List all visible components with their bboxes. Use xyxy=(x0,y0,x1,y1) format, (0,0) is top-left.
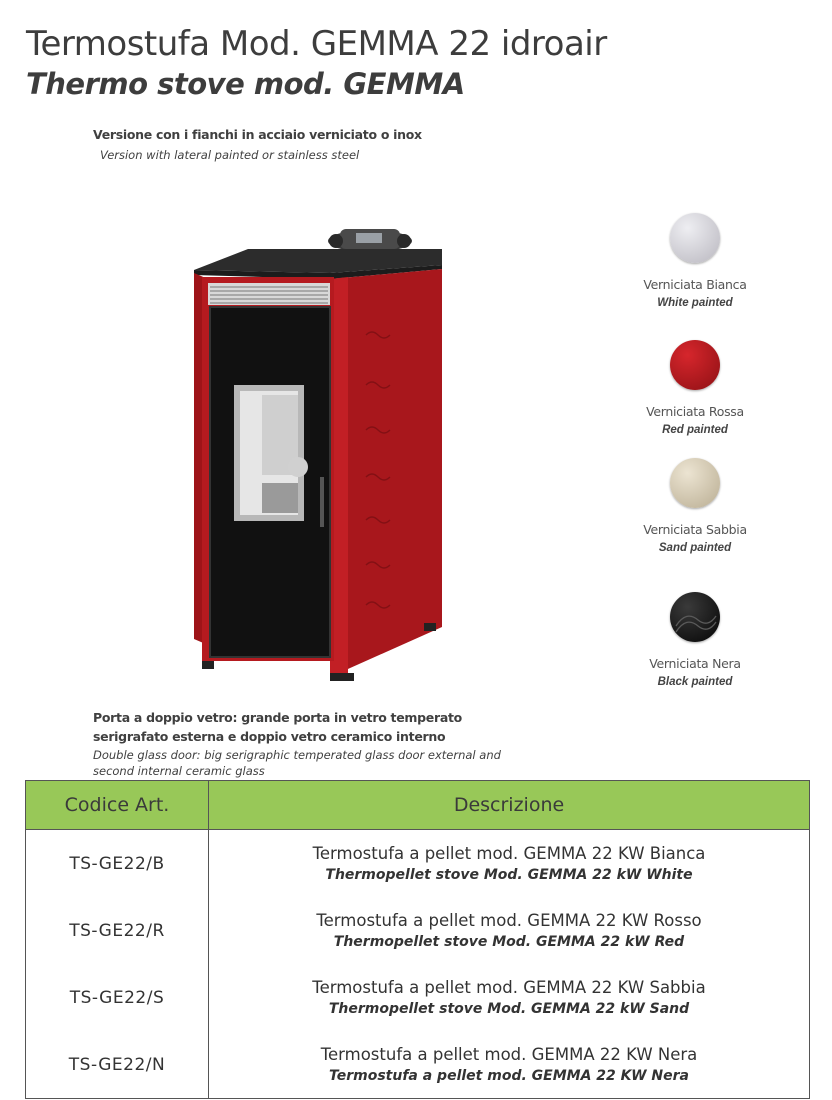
swatch-label-en: Black painted xyxy=(657,676,733,688)
description-it: Termostufa a pellet mod. GEMMA 22 KW Sabbia xyxy=(312,978,706,997)
sand-swatch-icon xyxy=(670,458,720,508)
description-en: Thermopellet stove Mod. GEMMA 22 kW Sand xyxy=(328,1001,690,1017)
swatch-white xyxy=(610,213,780,309)
swatch-red xyxy=(610,340,780,436)
swatch-label-en: Sand painted xyxy=(658,542,732,554)
swatch-label-it: Verniciata Rossa xyxy=(646,404,744,419)
product-description xyxy=(209,964,810,1031)
black-swatch-icon xyxy=(670,592,720,642)
swatch-black xyxy=(610,592,780,688)
swatch-label-it: Verniciata Bianca xyxy=(643,277,747,292)
page-title: Termostufa Mod. GEMMA 22 idroair xyxy=(26,24,607,64)
product-code: TS-GE22/B xyxy=(26,830,209,898)
swatch-label-it: Verniciata Nera xyxy=(649,656,741,671)
table-row xyxy=(26,897,810,964)
product-code: TS-GE22/N xyxy=(26,1031,209,1099)
product-description xyxy=(209,830,810,898)
product-description xyxy=(209,897,810,964)
description-en: Thermopellet stove Mod. GEMMA 22 kW White xyxy=(325,867,693,883)
product-table xyxy=(25,780,810,1099)
description-en: Termostufa a pellet mod. GEMMA 22 KW Nera xyxy=(328,1068,689,1084)
swatch-label-en: White painted xyxy=(657,297,733,309)
description-en: Thermopellet stove Mod. GEMMA 22 kW Red xyxy=(333,934,685,950)
page-subtitle: Thermo stove mod. GEMMA xyxy=(26,67,465,101)
door-caption-it: Porta a doppio vetro: grande porta in vetro temperato serigrafato esterna e doppio vetro ceramico interno xyxy=(93,710,462,744)
stove-image xyxy=(180,215,450,685)
table-row xyxy=(26,1031,810,1099)
white-swatch-icon xyxy=(670,213,720,263)
description-it: Termostufa a pellet mod. GEMMA 22 KW Bianca xyxy=(312,844,706,863)
table-row xyxy=(26,830,810,898)
column-header-code: Codice Art. xyxy=(26,781,209,830)
table-header-row xyxy=(26,781,810,830)
door-caption-en: Double glass door: big serigraphic temperated glass door external and second internal ceramic glass xyxy=(93,748,501,778)
product-description xyxy=(209,1031,810,1099)
red-swatch-icon xyxy=(670,340,720,390)
control-panel-icon xyxy=(328,229,412,252)
table-row xyxy=(26,964,810,1031)
description-it: Termostufa a pellet mod. GEMMA 22 KW Nera xyxy=(320,1045,698,1064)
product-code: TS-GE22/R xyxy=(26,897,209,964)
product-code: TS-GE22/S xyxy=(26,964,209,1031)
version-caption-it: Versione con i fianchi in acciaio verniciato o inox xyxy=(93,127,422,142)
swatch-sand xyxy=(610,458,780,554)
version-caption-en: Version with lateral painted or stainless steel xyxy=(100,148,360,162)
description-it: Termostufa a pellet mod. GEMMA 22 KW Rosso xyxy=(316,911,702,930)
swatch-label-en: Red painted xyxy=(662,424,728,436)
swatch-label-it: Verniciata Sabbia xyxy=(643,522,747,537)
column-header-description: Descrizione xyxy=(209,781,810,830)
